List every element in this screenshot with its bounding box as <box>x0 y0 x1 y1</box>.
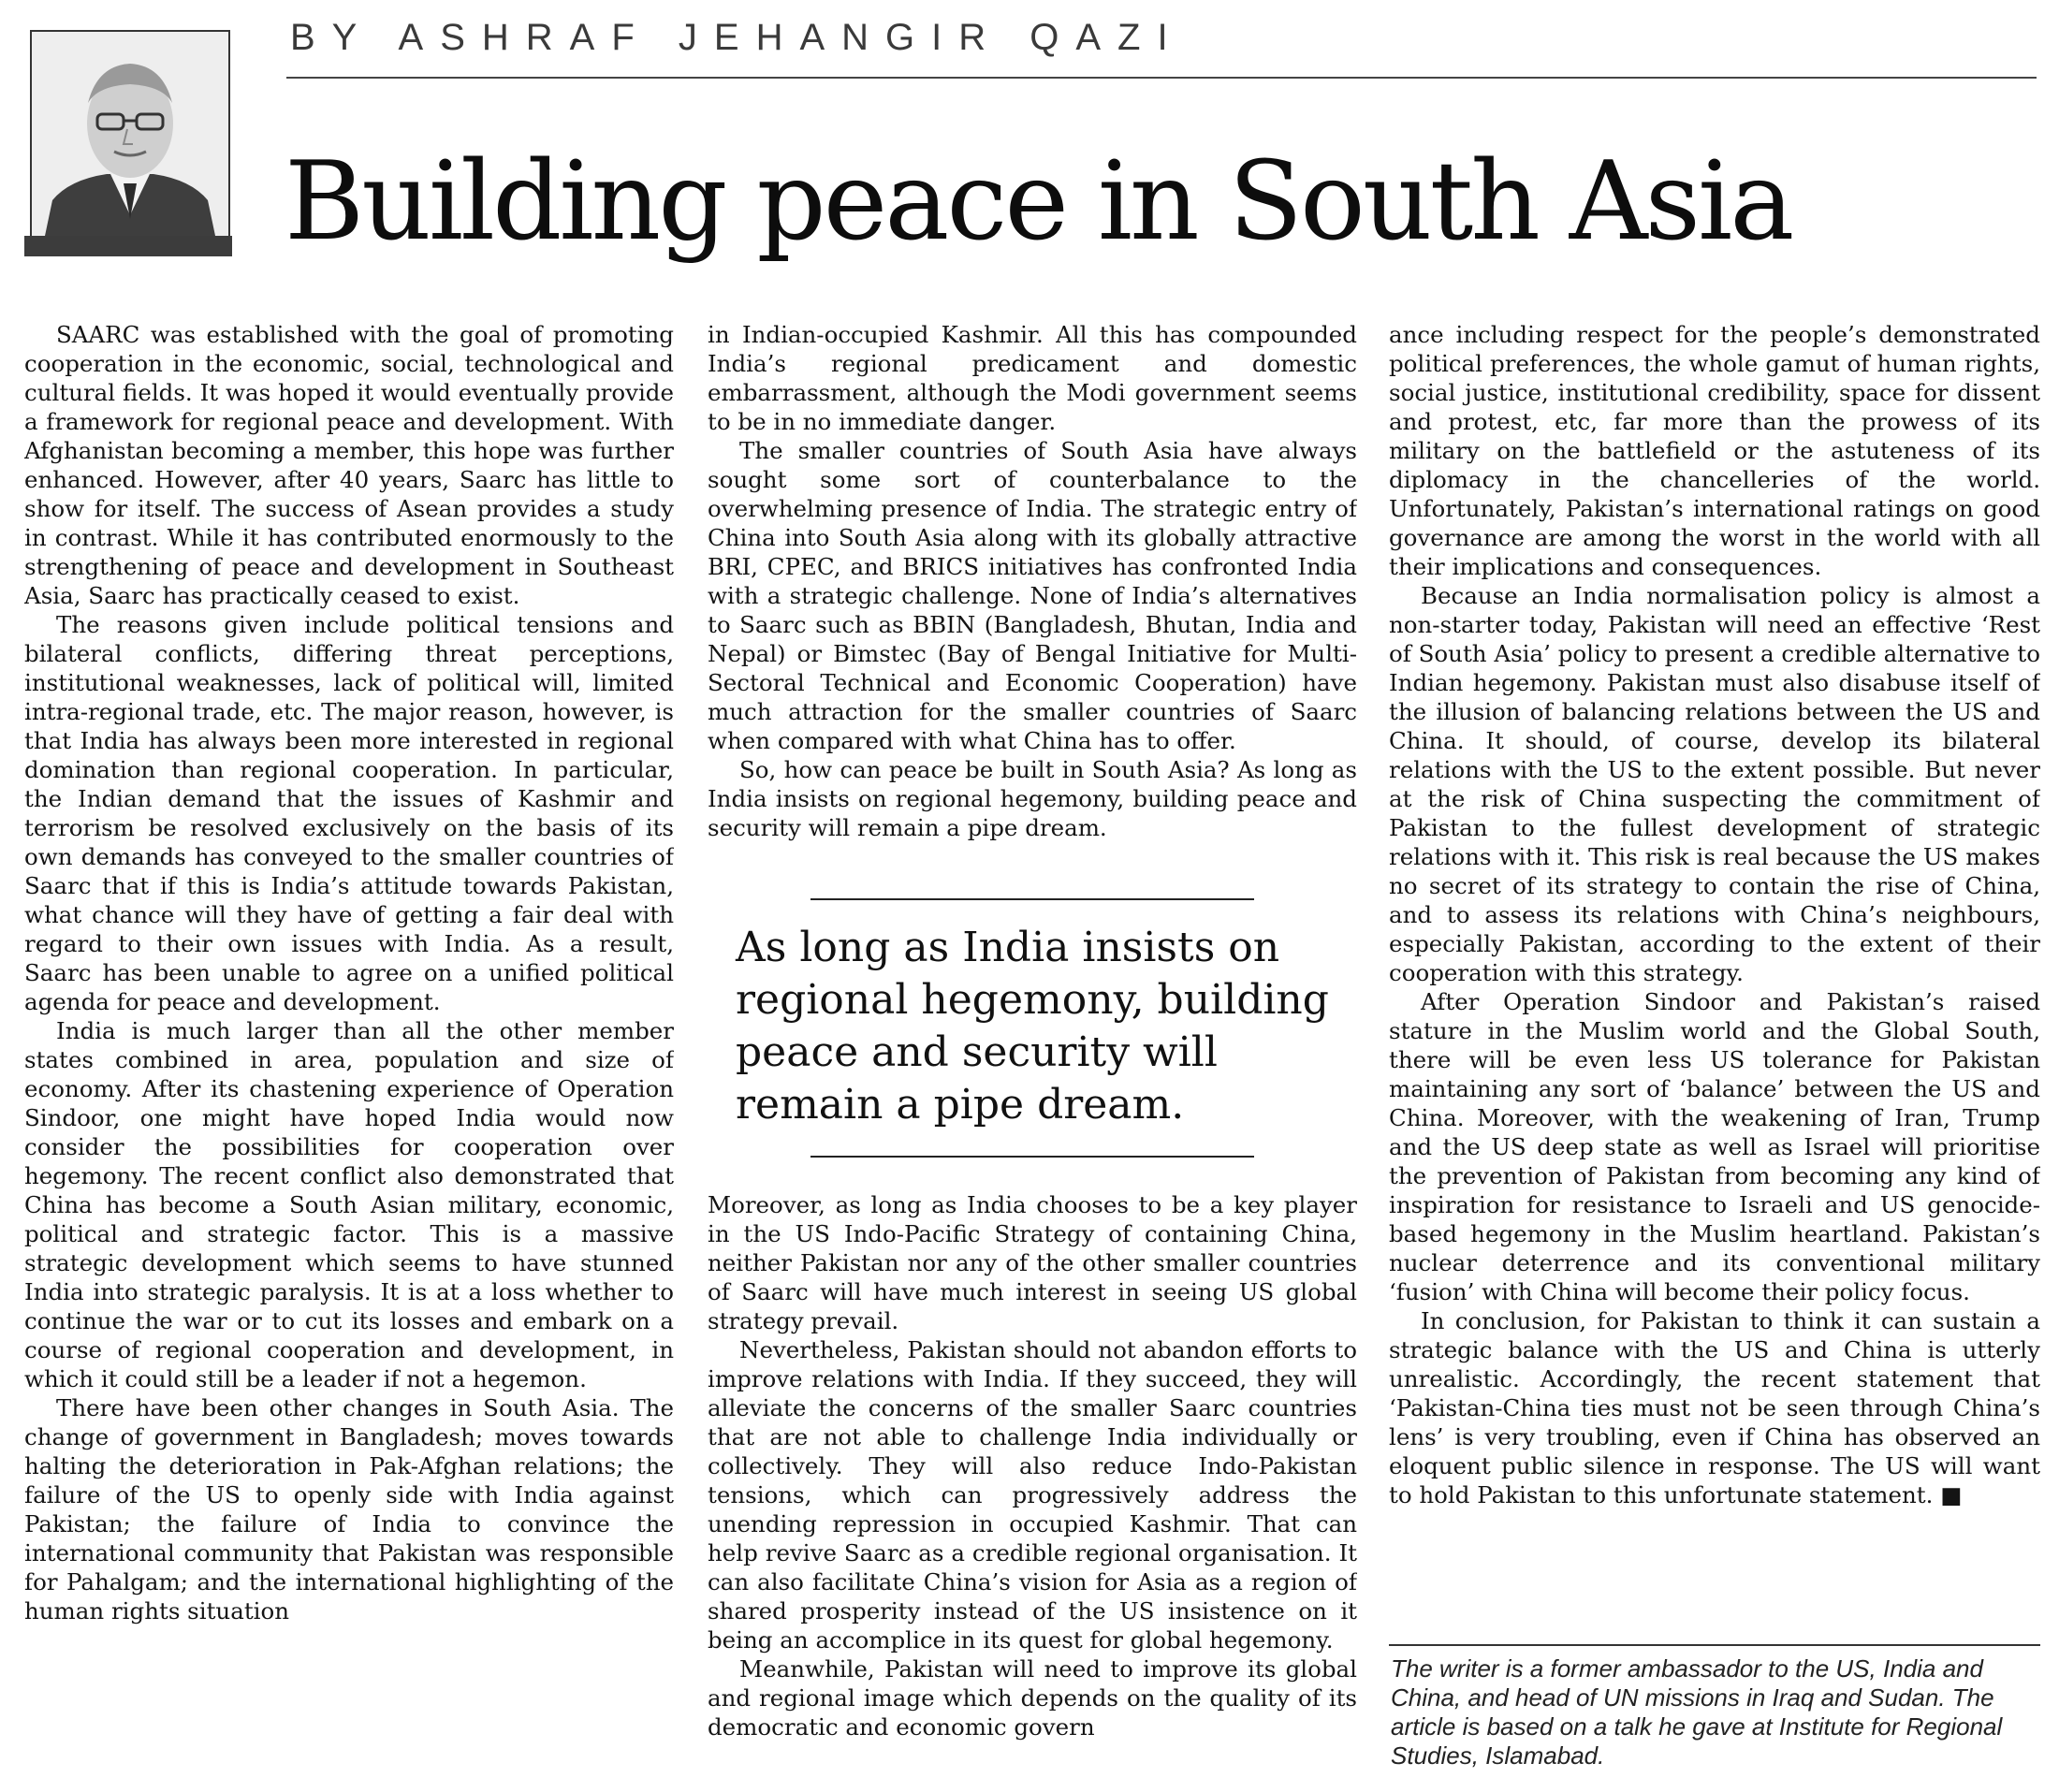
pullquote-rule-bottom <box>810 1156 1254 1158</box>
author-bio: The writer is a former ambassador to the US, India and China, and head of UN missions in Iraq and Sudan. The article is based on a talk he gave at Institute for Regional Studies, Islamabad. <box>1391 1654 2003 1770</box>
photo-bar <box>24 236 232 256</box>
pullquote: As long as India insists on regional hegemony, building peace and security will remain a pipe dream. <box>736 924 1329 1129</box>
byline-rule <box>286 77 2037 79</box>
paragraph: Nevertheless, Pakistan should not abandon efforts to improve relations with India. If they succeed, they will alleviate the concerns of the smaller Saarc countries that are not able to challenge India individually or collectively. They will also reduce Indo-Pakistan tensions, which can progressively address the unending repression in occupied Kashmir. That can help revive Saarc as a credible regional organisation. It can also facilitate China’s vision for Asia as a region of shared prosperity instead of the US insistence on it being an accomplice in its quest for global hegemony. <box>708 1336 1357 1654</box>
paragraph: Because an India normalisation policy is almost a non-starter today, Pakistan will need an effective ‘Rest of South Asia’ policy to present a credible alternative to Indian hegemony. Pakistan must also disabuse itself of the illusion of balancing relations between the US and China. It should, of course, develop its bilateral relations with the US to the extent possible. But never at the risk of China suspecting the commitment of Pakistan to the fullest development of strategic relations with it. This risk is real because the US makes no secret of its strategy to contain the rise of China, and to assess its relations with China’s neighbours, especially Pakistan, according to the extent of their cooperation with this strategy. <box>1389 582 2040 986</box>
column-3 <box>1389 320 2040 1780</box>
paragraph: India is much larger than all the other member states combined in area, population and size of economy. After its chastening experience of Operation Sindoor, one might have hoped India would now consider the possibilities for cooperation over hegemony. The recent conflict also demonstrated that China has become a South Asian military, economic, political and strategic factor. This is a massive strategic development which seems to have stunned India into strategic paralysis. It is at a loss whether to continue the war or to cut its losses and embark on a course of regional cooperation and development, in which it could still be a leader if not a hegemon. <box>24 1017 674 1392</box>
column-1 <box>24 320 674 1780</box>
paragraph: The smaller countries of South Asia have always sought some sort of counterbalance to the overwhelming presence of India. The strategic entry of China into South Asia along with its globally attractive BRI, CPEC, and BRICS initiatives has confronted India with a strategic challenge. None of India’s alternatives to Saarc such as BBIN (Bangladesh, Bhutan, India and Nepal) or Bimstec (Bay of Bengal Initiative for Multi-Sectoral Technical and Economic Cooperation) have much attraction for the smaller countries of Saarc when compared with what China has to offer. <box>708 437 1357 754</box>
headline: Building peace in South Asia <box>285 138 1792 265</box>
byline: BY ASHRAF JEHANGIR QAZI <box>290 17 1185 58</box>
paragraph: ance including respect for the people’s demonstrated political preferences, the whole gamut of human rights, social justice, institutional credibility, space for dissent and protest, etc, far more than the prowess of its military on the battlefield or the astuteness of its diplomacy in the chancelleries of the world. Unfortunately, Pakistan’s international ratings on good governance are among the worst in the world with all their implications and consequences. <box>1389 321 2040 580</box>
author-photo <box>30 30 230 238</box>
paragraph: Moreover, as long as India chooses to be a key player in the US Indo-Pacific Strategy of containing China, neither Pakistan nor any of the other smaller countries of Saarc will have much interest in seeing US global strategy prevail. <box>708 1191 1357 1334</box>
bio-rule <box>1389 1644 2040 1646</box>
pullquote-rule-top <box>810 898 1254 900</box>
paragraph: Meanwhile, Pakistan will need to improve its global and regional image which depends on the quality of its democratic and economic govern <box>708 1655 1357 1741</box>
column-2-bottom <box>708 1190 1357 1780</box>
paragraph: In conclusion, for Pakistan to think it can sustain a strategic balance with the US and China is utterly unrealistic. Accordingly, the recent statement that ‘Pakistan-China ties must not be seen through China’s lens’ is very troubling, even if China has observed an eloquent public silence in response. The US will want to hold Pakistan to this unfortunate statement. ■ <box>1389 1307 2040 1508</box>
paragraph: After Operation Sindoor and Pakistan’s raised stature in the Muslim world and the Global South, there will be even less US tolerance for Pakistan maintaining any sort of ‘balance’ between the US and China. Moreover, with the weakening of Iran, Trump and the US deep state as well as Israel will prioritise the prevention of Pakistan from becoming any kind of inspiration for resistance to Israeli and US genocide-based hegemony in the Muslim heartland. Pakistan’s nuclear deterrence and its conventional military ‘fusion’ with China will become their policy focus. <box>1389 988 2040 1305</box>
paragraph: SAARC was established with the goal of promoting cooperation in the economic, social, technological and cultural fields. It was hoped it would eventually provide a framework for regional peace and development. With Afghanistan becoming a member, this hope was further enhanced. However, after 40 years, Saarc has little to show for itself. The success of Asean provides a study in contrast. While it has contributed enormously to the strengthening of peace and development in Southeast Asia, Saarc has practically ceased to exist. <box>24 321 674 609</box>
paragraph: So, how can peace be built in South Asia? As long as India insists on regional hegemony, building peace and security will remain a pipe dream. <box>708 756 1357 841</box>
paragraph: The reasons given include political tensions and bilateral conflicts, differing threat perceptions, institutional weaknesses, lack of political will, limited intra-regional trade, etc. The major reason, however, is that India has always been more interested in regional domination than regional cooperation. In particular, the Indian demand that the issues of Kashmir and terrorism be resolved exclusively on the basis of its own demands has conveyed to the smaller countries of Saarc that if this is India’s attitude towards Pakistan, what chance will they have of getting a fair deal with regard to their own issues with India. As a result, Saarc has been unable to agree on a unified political agenda for peace and development. <box>24 611 674 1015</box>
paragraph: in Indian-occupied Kashmir. All this has compounded India’s regional predicament and domestic embarrassment, although the Modi government seems to be in no immediate danger. <box>708 321 1357 435</box>
paragraph: There have been other changes in South Asia. The change of government in Bangladesh; moves towards halting the deterioration in Pak-Afghan relations; the failure of the US to openly side with India against Pakistan; the failure of India to convince the international community that Pakistan was responsible for Pahalgam; and the international highlighting of the human rights situation <box>24 1394 674 1624</box>
